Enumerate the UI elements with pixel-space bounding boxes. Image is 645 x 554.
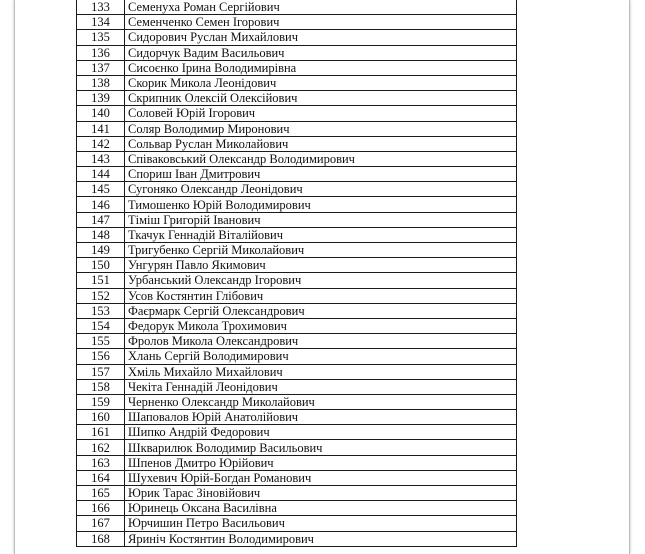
document-page: [14, 0, 630, 554]
table-row: [77, 379, 517, 394]
table-row: [77, 334, 517, 349]
row-number: 155: [77, 334, 125, 349]
row-full-name: Ткачук Геннадій Віталійович: [125, 227, 517, 242]
table-row: [77, 455, 517, 470]
table-row: [77, 91, 517, 106]
row-number: 158: [77, 379, 125, 394]
row-number: 157: [77, 364, 125, 379]
table-row: [77, 136, 517, 151]
row-full-name: Шпенов Дмитро Юрійович: [125, 455, 517, 470]
table-row: [77, 30, 517, 45]
row-full-name: Тіміш Григорій Іванович: [125, 212, 517, 227]
row-full-name: Шипко Андрій Федорович: [125, 425, 517, 440]
table-row: [77, 486, 517, 501]
row-number: 160: [77, 410, 125, 425]
row-full-name: Хміль Михайло Михайлович: [125, 364, 517, 379]
row-number: 141: [77, 121, 125, 136]
table-row: [77, 318, 517, 333]
row-number: 137: [77, 60, 125, 75]
table-row: [77, 45, 517, 60]
row-number: 135: [77, 30, 125, 45]
row-number: 154: [77, 318, 125, 333]
row-number: 145: [77, 182, 125, 197]
row-full-name: Соловей Юрій Ігорович: [125, 106, 517, 121]
table-row: [77, 288, 517, 303]
row-number: 156: [77, 349, 125, 364]
row-full-name: Семенченко Семен Ігорович: [125, 15, 517, 30]
row-full-name: Шухевич Юрій-Богдан Романович: [125, 470, 517, 485]
row-full-name: Сугоняко Олександр Леонідович: [125, 182, 517, 197]
row-full-name: Яриніч Костянтин Володимирович: [125, 531, 517, 546]
row-full-name: Семенуха Роман Сергійович: [125, 0, 517, 15]
table-row: [77, 501, 517, 516]
row-number: 143: [77, 151, 125, 166]
table-row: [77, 531, 517, 546]
row-number: 146: [77, 197, 125, 212]
row-number: 147: [77, 212, 125, 227]
row-full-name: Сольвар Руслан Миколайович: [125, 136, 517, 151]
row-full-name: Хлань Сергій Володимирович: [125, 349, 517, 364]
table-row: [77, 182, 517, 197]
table-row: [77, 106, 517, 121]
row-number: 134: [77, 15, 125, 30]
row-full-name: Юрчишин Петро Васильович: [125, 516, 517, 531]
row-number: 142: [77, 136, 125, 151]
table-body: [77, 0, 517, 546]
table-row: [77, 258, 517, 273]
row-number: 133: [77, 0, 125, 15]
row-number: 136: [77, 45, 125, 60]
row-number: 138: [77, 75, 125, 90]
table-row: [77, 394, 517, 409]
row-number: 159: [77, 394, 125, 409]
row-number: 161: [77, 425, 125, 440]
row-number: 163: [77, 455, 125, 470]
row-full-name: Усов Костянтин Глібович: [125, 288, 517, 303]
row-full-name: Юрик Тарас Зіновійович: [125, 486, 517, 501]
table-row: [77, 410, 517, 425]
row-full-name: Шкварилюк Володимир Васильович: [125, 440, 517, 455]
row-number: 165: [77, 486, 125, 501]
row-number: 152: [77, 288, 125, 303]
table-row: [77, 349, 517, 364]
table-row: [77, 75, 517, 90]
row-full-name: Фаєрмарк Сергій Олександрович: [125, 303, 517, 318]
row-full-name: Спориш Іван Дмитрович: [125, 167, 517, 182]
row-number: 139: [77, 91, 125, 106]
row-number: 149: [77, 243, 125, 258]
table-row: [77, 167, 517, 182]
deputies-table: [76, 0, 517, 547]
table-row: [77, 364, 517, 379]
row-number: 150: [77, 258, 125, 273]
table-row: [77, 516, 517, 531]
table-row: [77, 303, 517, 318]
row-number: 153: [77, 303, 125, 318]
row-full-name: Фролов Микола Олександрович: [125, 334, 517, 349]
row-full-name: Юринець Оксана Василівна: [125, 501, 517, 516]
row-full-name: Співаковський Олександр Володимирович: [125, 151, 517, 166]
row-full-name: Сидорович Руслан Михайлович: [125, 30, 517, 45]
table-row: [77, 440, 517, 455]
table-row: [77, 470, 517, 485]
row-number: 148: [77, 227, 125, 242]
row-full-name: Унгурян Павло Якимович: [125, 258, 517, 273]
row-full-name: Шаповалов Юрій Анатолійович: [125, 410, 517, 425]
table-row: [77, 121, 517, 136]
row-full-name: Чекіта Геннадій Леонідович: [125, 379, 517, 394]
row-full-name: Соляр Володимир Миронович: [125, 121, 517, 136]
table-row: [77, 151, 517, 166]
table-row: [77, 273, 517, 288]
row-number: 140: [77, 106, 125, 121]
row-full-name: Сидорчук Вадим Васильович: [125, 45, 517, 60]
row-full-name: Сисоєнко Ірина Володимирівна: [125, 60, 517, 75]
table-row: [77, 227, 517, 242]
row-number: 164: [77, 470, 125, 485]
row-full-name: Тригубенко Сергій Миколайович: [125, 243, 517, 258]
table-row: [77, 212, 517, 227]
row-full-name: Скорик Микола Леонідович: [125, 75, 517, 90]
row-full-name: Черненко Олександр Миколайович: [125, 394, 517, 409]
row-number: 166: [77, 501, 125, 516]
row-full-name: Урбанський Олександр Ігорович: [125, 273, 517, 288]
row-number: 167: [77, 516, 125, 531]
row-number: 168: [77, 531, 125, 546]
table-row: [77, 60, 517, 75]
row-full-name: Тимошенко Юрій Володимирович: [125, 197, 517, 212]
row-full-name: Скрипник Олексій Олексійович: [125, 91, 517, 106]
row-number: 151: [77, 273, 125, 288]
row-full-name: Федорук Микола Трохимович: [125, 318, 517, 333]
table-row: [77, 243, 517, 258]
table-row: [77, 425, 517, 440]
row-number: 162: [77, 440, 125, 455]
table-row: [77, 0, 517, 15]
table-row: [77, 15, 517, 30]
table-row: [77, 197, 517, 212]
row-number: 144: [77, 167, 125, 182]
